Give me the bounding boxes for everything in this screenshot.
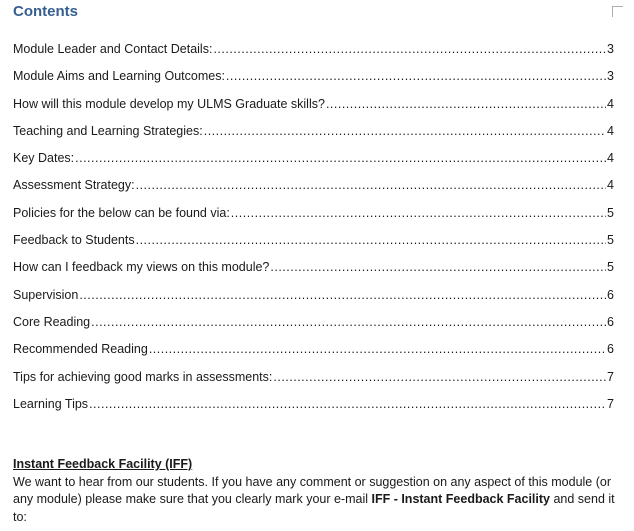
toc-entry-title: Tips for achieving good marks in assessments: xyxy=(13,369,273,384)
toc-page-number: 7 xyxy=(607,369,614,384)
toc-entry-title: Supervision xyxy=(13,287,79,302)
table-of-contents xyxy=(13,36,614,418)
toc-entry-title: Recommended Reading xyxy=(13,342,148,357)
toc-entry-title: How can I feedback my views on this module? xyxy=(13,260,270,275)
toc-dot-leader xyxy=(89,391,606,418)
toc-entry-title: Learning Tips xyxy=(13,396,89,411)
toc-page-number: 5 xyxy=(607,260,614,275)
toc-entry-title: Teaching and Learning Strategies: xyxy=(13,123,203,138)
toc-page-number: 4 xyxy=(607,123,614,138)
toc-entry[interactable] xyxy=(13,145,614,172)
toc-dot-leader xyxy=(273,364,606,391)
iff-paragraph xyxy=(13,474,619,527)
toc-entry[interactable] xyxy=(13,391,614,418)
toc-dot-leader xyxy=(79,282,606,309)
toc-dot-leader xyxy=(326,91,606,118)
toc-entry[interactable] xyxy=(13,36,614,63)
toc-entry[interactable] xyxy=(13,282,614,309)
toc-entry-title: Core Reading xyxy=(13,314,91,329)
toc-dot-leader xyxy=(136,172,606,199)
toc-entry-title: Key Dates: xyxy=(13,151,75,166)
toc-entry-title: How will this module develop my ULMS Graduate skills? xyxy=(13,96,325,111)
toc-dot-leader xyxy=(213,36,606,63)
toc-entry[interactable] xyxy=(13,309,614,336)
page-corner-mark xyxy=(612,6,623,17)
toc-page-number: 3 xyxy=(607,42,614,56)
toc-entry[interactable] xyxy=(13,254,614,281)
toc-entry-title: Assessment Strategy: xyxy=(13,178,135,193)
toc-page-number: 3 xyxy=(607,69,614,84)
toc-entry[interactable] xyxy=(13,336,614,363)
toc-dot-leader xyxy=(136,227,606,254)
toc-dot-leader xyxy=(231,200,606,227)
toc-dot-leader xyxy=(270,254,606,281)
toc-dot-leader xyxy=(149,336,606,363)
iff-section xyxy=(13,456,619,526)
toc-entry-title: Policies for the below can be found via: xyxy=(13,205,230,220)
toc-dot-leader xyxy=(226,63,606,90)
toc-entry[interactable] xyxy=(13,63,614,90)
toc-page-number: 6 xyxy=(607,342,614,357)
toc-page-number: 4 xyxy=(607,96,614,111)
toc-page-number: 6 xyxy=(607,287,614,302)
toc-dot-leader xyxy=(204,118,606,145)
toc-entry[interactable] xyxy=(13,200,614,227)
toc-entry[interactable] xyxy=(13,118,614,145)
toc-entry[interactable] xyxy=(13,364,614,391)
toc-entry[interactable] xyxy=(13,91,614,118)
iff-body-text: We want to hear from our students. If you have any comment or suggestion on any aspect of this module (or any module) please make sure that you clearly mark your e-mail xyxy=(13,474,611,506)
toc-page-number: 4 xyxy=(607,151,614,166)
toc-dot-leader xyxy=(91,309,606,336)
iff-email-subject: IFF - Instant Feedback Facility xyxy=(371,492,550,506)
toc-page-number: 5 xyxy=(607,233,614,248)
toc-heading: Contents xyxy=(13,3,78,20)
toc-entry-title: Module Leader and Contact Details: xyxy=(13,42,213,56)
toc-page-number: 6 xyxy=(607,314,614,329)
toc-entry-title: Module Aims and Learning Outcomes: xyxy=(13,69,225,84)
toc-dot-leader xyxy=(75,145,606,172)
toc-entry[interactable] xyxy=(13,227,614,254)
iff-heading: Instant Feedback Facility (IFF) xyxy=(13,457,193,471)
toc-page-number: 4 xyxy=(607,178,614,193)
iff-body-text-end: and send it to: xyxy=(13,492,615,524)
toc-page-number: 5 xyxy=(607,205,614,220)
toc-page-number: 7 xyxy=(607,396,614,411)
toc-entry-title: Feedback to Students xyxy=(13,233,135,248)
toc-entry[interactable] xyxy=(13,172,614,199)
